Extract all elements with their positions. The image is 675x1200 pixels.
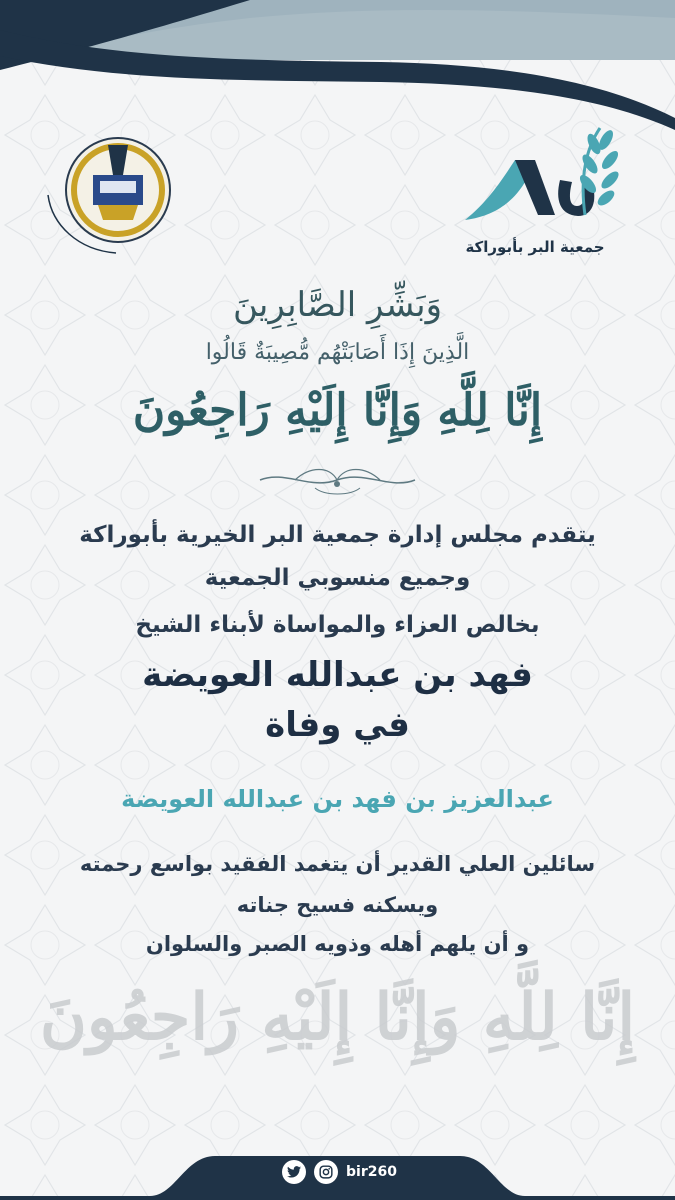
foundation-emblem-icon	[38, 135, 178, 265]
message-line-2: وجميع منسوبي الجمعية	[204, 565, 471, 591]
ornament-divider-icon	[255, 462, 420, 498]
prayer-line-3: و أن يلهم أهله وذويه الصبر والسلوان	[145, 932, 530, 956]
message-line-3: بخالص العزاء والمواساة لأبناء الشيخ	[135, 612, 540, 638]
message-line-5: في وفاة	[265, 705, 410, 745]
prayer-line-1: سائلين العلي القدير أن يتغمد الفقيد بواسع رحمته	[79, 852, 596, 876]
deceased-name: عبدالعزيز بن فهد بن عبدالله العويضة	[121, 785, 554, 813]
social-handle[interactable]: bir260	[346, 1164, 397, 1180]
sheikh-name: فهد بن عبدالله العويضة	[142, 655, 533, 695]
calligraphy-watermark: إِنَّا لِلَّهِ وَإِنَّا إِلَيْهِ رَاجِعُونَ	[39, 980, 636, 1055]
prayer-line-2: ويسكنه فسيح جناته	[236, 893, 439, 917]
wheat-logo-icon	[460, 120, 630, 235]
verse-line-1: وَبَشِّرِ الصَّابِرِينَ	[233, 285, 442, 325]
twitter-icon[interactable]	[282, 1160, 306, 1184]
verse-line-2: الَّذِينَ إِذَا أَصَابَتْهُم مُّصِيبَةٌ قَالُوا	[205, 340, 470, 365]
bir-association-logo	[460, 120, 630, 270]
instagram-icon[interactable]	[314, 1160, 338, 1184]
top-wave-band	[0, 0, 675, 130]
message-line-1: يتقدم مجلس إدارة جمعية البر الخيرية بأبوراكة	[79, 522, 596, 548]
foundation-logo	[38, 135, 178, 265]
verse-line-3: إِنَّا لِلَّهِ وَإِنَّا إِلَيْهِ رَاجِعُونَ	[132, 385, 543, 436]
bir-association-name: جمعية البر بأبوراكة	[465, 238, 605, 256]
social-links	[282, 1160, 397, 1184]
